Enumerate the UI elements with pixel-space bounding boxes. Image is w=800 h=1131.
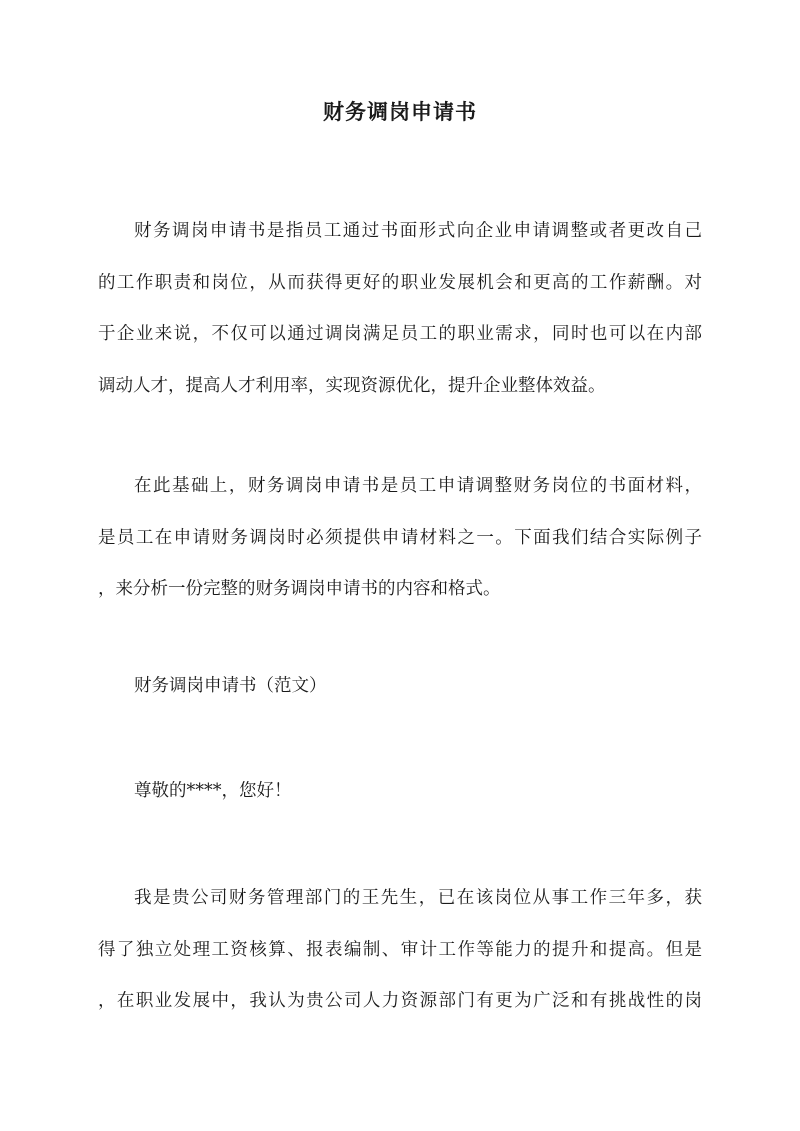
paragraph-line: ，在职业发展中，我认为贵公司人力资源部门有更为广泛和有挑战性的岗: [98, 991, 702, 1011]
paragraph-line: 是员工在申请财务调岗时必须提供申请材料之一。下面我们结合实际例子: [98, 527, 702, 548]
paragraph-line: 的工作职责和岗位，从而获得更好的职业发展机会和更高的工作薪酬。对: [98, 272, 702, 293]
page-title: 财务调岗申请书: [323, 99, 477, 124]
paragraph-line: 得了独立处理工资核算、报表编制、审计工作等能力的提升和提高。但是: [98, 939, 702, 960]
body-paragraph: [98, 873, 702, 1028]
salutation-text: 尊敬的****，您好！: [134, 781, 292, 801]
paragraph-line: 调动人才，提高人才利用率，实现资源优化，提升企业整体效益。: [98, 375, 606, 396]
intro-paragraph: [98, 206, 702, 412]
paragraph-line: 财务调岗申请书是指员工通过书面形式向企业申请调整或者更改自己: [134, 221, 702, 241]
paragraph-line: 在此基础上，财务调岗申请书是员工申请调整财务岗位的书面材料，: [134, 476, 702, 496]
paragraph-line: 于企业来说，不仅可以通过调岗满足员工的职业需求，同时也可以在内部: [98, 324, 702, 344]
paragraph-line: ，来分析一份完整的财务调岗申请书的内容和格式。: [98, 579, 501, 599]
sample-heading-text: 财务调岗申请书（范文）: [134, 676, 327, 696]
sample-heading: [98, 661, 702, 713]
context-paragraph: [98, 461, 702, 616]
salutation: [98, 766, 702, 818]
paragraph-line: 我是贵公司财务管理部门的王先生，已在该岗位从事工作三年多，获: [134, 888, 702, 908]
